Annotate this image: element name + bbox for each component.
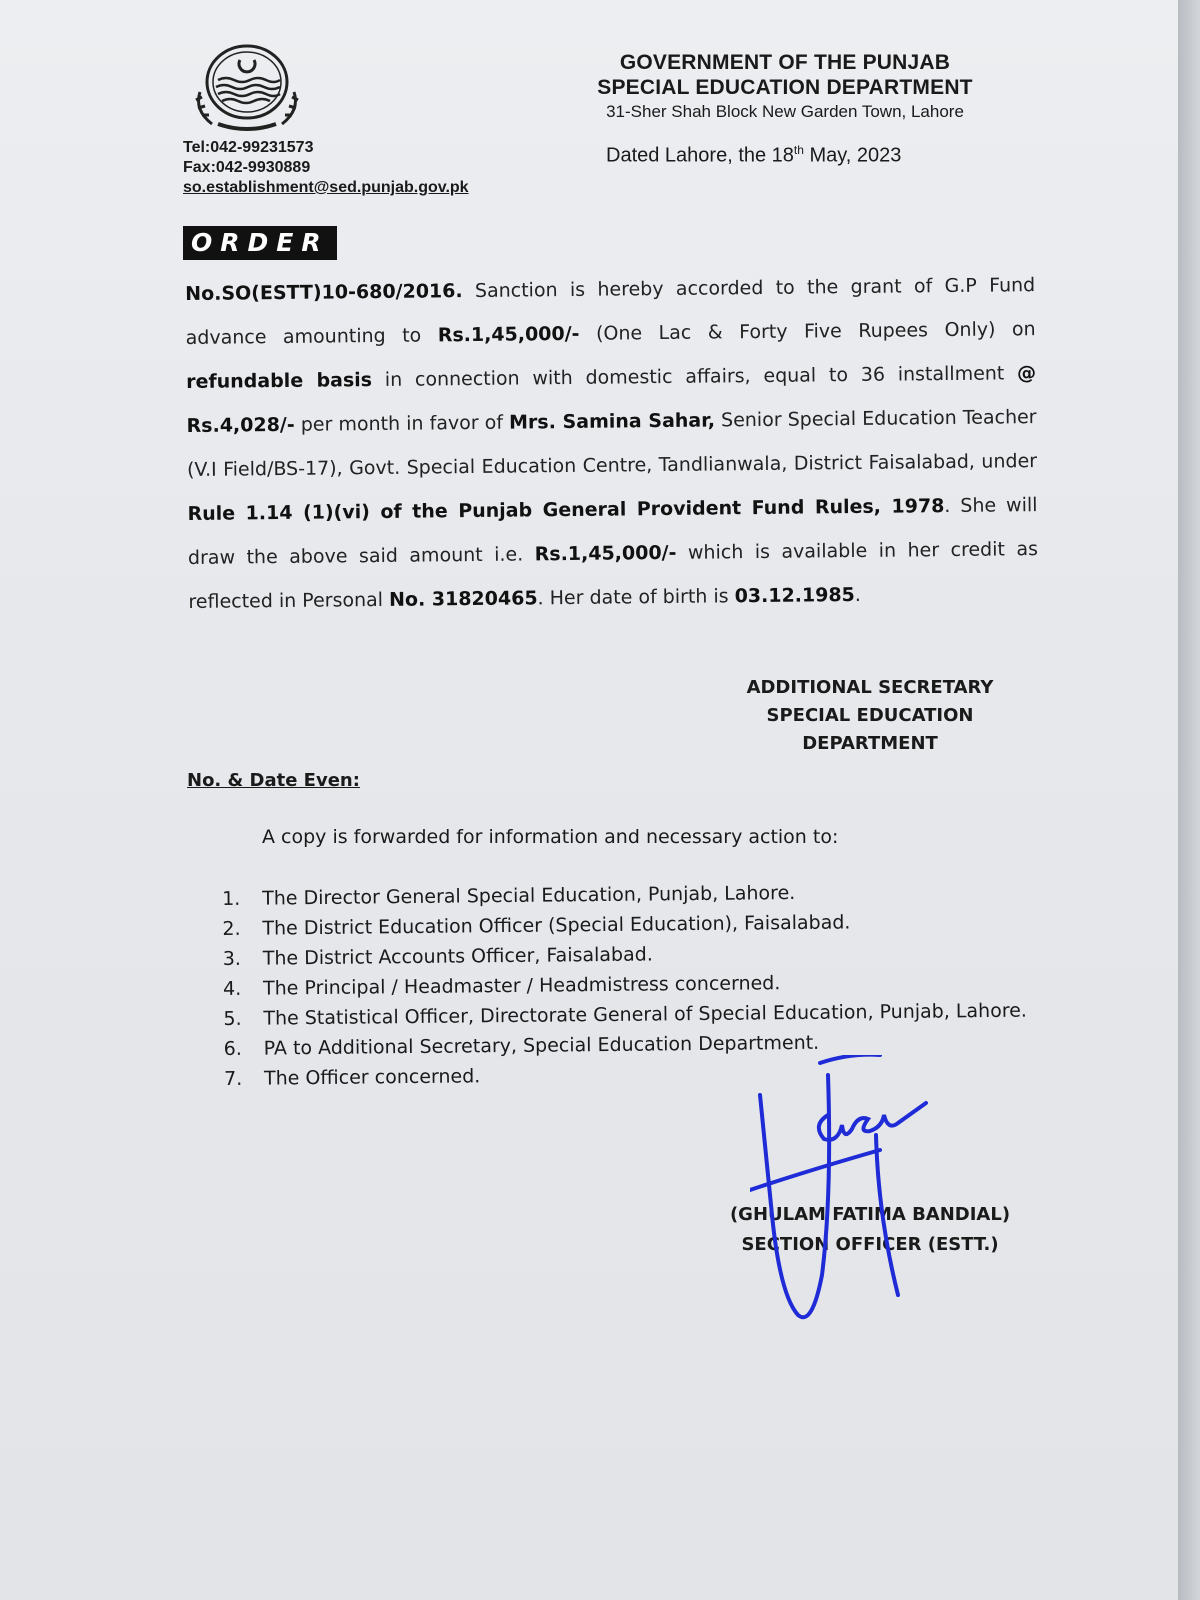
additional-secretary-block	[720, 674, 1020, 758]
officer-name: (GHULAM FATIMA BANDIAL)	[729, 1204, 1011, 1225]
refundable-basis: refundable basis	[186, 369, 373, 393]
letterhead	[560, 50, 1010, 124]
copy-forward-intro: A copy is forwarded for information and necessary action to:	[262, 826, 839, 848]
dated-prefix: Dated Lahore, the 18	[606, 144, 794, 167]
signatory-line-2: SPECIAL EDUCATION	[766, 705, 974, 726]
fax: Fax:042-9930889	[183, 159, 311, 176]
list-item-text: The Statistical Officer, Directorate General of Special Education, Punjab, Lahore.	[263, 999, 1028, 1030]
list-item-text: The Director General Special Education, Punjab, Lahore.	[262, 881, 796, 910]
date-of-birth: 03.12.1985	[734, 584, 855, 608]
amount-repeat: Rs.1,45,000/-	[534, 541, 677, 566]
order-text-6: . She will draw the above said amount i.e.	[187, 494, 1038, 569]
list-item-text: The Principal / Headmaster / Headmistress concerned.	[262, 972, 781, 1000]
list-item-number: 5.	[223, 1007, 242, 1030]
list-item-number: 2.	[222, 917, 241, 940]
reference-number: No.SO(ESTT)10-680/2016.	[185, 280, 463, 305]
order-text-8: . Her date of birth is	[537, 585, 735, 610]
order-text-end: .	[854, 583, 862, 607]
order-text-5: Senior Special Education Teacher (V.I Field/BS-17), Govt. Special Education Centre, Tandlianwala, District Faisalabad, under	[186, 406, 1038, 481]
list-item-text: PA to Additional Secretary, Special Education Department.	[263, 1031, 820, 1060]
signatory-line-3: DEPARTMENT	[802, 733, 938, 754]
dated-suffix-ordinal: th	[793, 143, 804, 157]
signatory-line-1: ADDITIONAL SECRETARY	[746, 677, 994, 698]
contact-info	[183, 138, 469, 198]
punjab-government-emblem	[188, 42, 306, 137]
list-item-number: 4.	[222, 977, 242, 1000]
department-name: SPECIAL EDUCATION DEPARTMENT	[597, 76, 973, 99]
government-name: GOVERNMENT OF THE PUNJAB	[619, 51, 951, 74]
advance-amount: Rs.1,45,000/-	[437, 322, 580, 347]
order-text-2: (One Lac & Forty Five Rupees Only) on	[579, 318, 1036, 345]
personal-number: No. 31820465	[388, 587, 538, 611]
rule-reference: Rule 1.14 (1)(vi) of the Punjab General Provident Fund Rules, 1978	[187, 495, 945, 525]
order-text-1: Sanction is hereby accorded to the grant of G.P Fund advance amounting to	[185, 274, 1036, 349]
no-date-even-heading: No. & Date Even:	[187, 770, 360, 791]
email-link[interactable]: so.establishment@sed.punjab.gov.pk	[183, 179, 469, 196]
order-title: ORDER	[183, 226, 337, 260]
order-text-3: in connection with domestic affairs, equal to 36 installment	[371, 362, 1018, 392]
list-item-text: The District Education Officer (Special Education), Faisalabad.	[262, 911, 851, 940]
dated-month-year: May, 2023	[803, 144, 902, 167]
list-item-text: The District Accounts Officer, Faisalabad.	[262, 943, 653, 970]
department-address: 31-Sher Shah Block New Garden Town, Lahore	[606, 102, 964, 121]
employee-name: Mrs. Samina Sahar,	[508, 409, 716, 434]
list-item-number: 6.	[223, 1037, 242, 1060]
handwritten-signature	[750, 1055, 960, 1335]
at-sign: @	[1016, 362, 1037, 385]
order-text-4: per month in favor of	[294, 411, 510, 436]
telephone: Tel:042-99231573	[183, 139, 314, 156]
order-body	[185, 263, 1039, 624]
order-text-7: which is available in her credit as reflected in Personal	[188, 538, 1039, 613]
officer-designation: SECTION OFFICER (ESTT.)	[741, 1234, 999, 1255]
list-item-number: 1.	[222, 887, 241, 910]
list-item-number: 7.	[223, 1067, 243, 1090]
list-item-number: 3.	[222, 947, 242, 970]
page-edge	[1178, 0, 1200, 1600]
dated-line	[606, 143, 901, 168]
list-item-text: The Officer concerned.	[263, 1065, 481, 1090]
installment-amount: Rs.4,028/-	[186, 413, 295, 437]
